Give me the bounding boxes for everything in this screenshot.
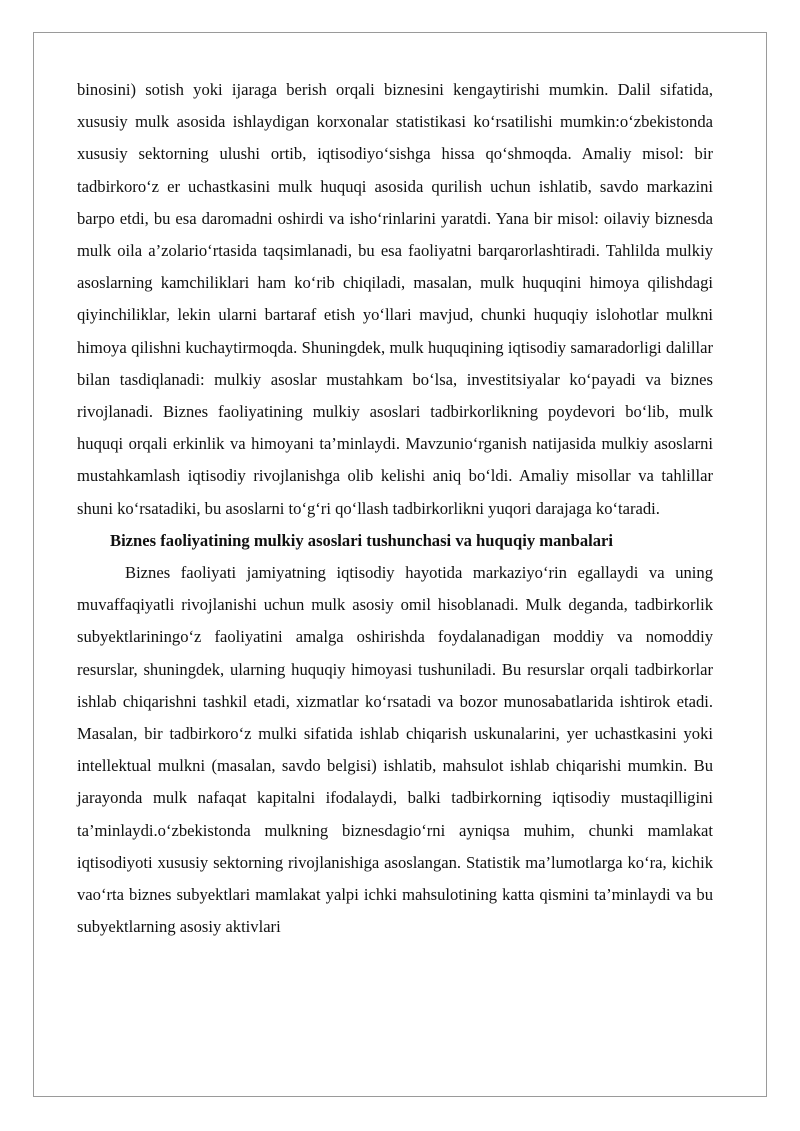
paragraph-continued: binosini) sotish yoki ijaraga berish orqali biznesini kengaytirishi mumkin. Dalil sifatida, xususiy mulk asosida ishlaydigan korxonalar statistikasi ko‘rsatilishi mumkin:o‘zbekistonda xususiy sektorning ulushi ortib, iqtisodiyo‘sishga hissa qo‘shmoqda. Amaliy misol: bir tadbirkoro‘z er uchastkasini mulk huquqi asosida qurilish uchun ishlatib, savdo markazini barpo etdi, bu esa daromadni oshirdi va isho‘rinlarini yaratdi. Yana bir misol: oilaviy biznesda mulk oila a’zolario‘rtasida taqsimlanadi, bu esa faoliyatni barqarorlashtiradi. Tahlilda mulkiy asoslarning kamchiliklari ham ko‘rib chiqiladi, masalan, mulk huquqini himoya qilishdagi qiyinchiliklar, lekin ularni bartaraf etish yo‘llari mavjud, chunki huquqiy islohotlar mulkni himoya qilishni kuchaytirmoqda. Shuningdek, mulk huquqining iqtisodiy samaradorligi dalillar bilan tasdiqlanadi: mulkiy asoslar mustahkam bo‘lsa, investitsiyalar ko‘payadi va biznes rivojlanadi. Biznes faoliyatining mulkiy asoslari tadbirkorlikning poydevori bo‘lib, mulk huquqi orqali erkinlik va himoyani ta’minlaydi. Mavzunio‘rganish natijasida mulkiy asoslarni mustahkamlash iqtisodiy rivojlanishga olib kelishi aniq bo‘ldi. Amaliy misollar va tahlillar shuni ko‘rsatadiki, bu asoslarni to‘g‘ri qo‘llash tadbirkorlikni yuqori darajaga ko‘taradi.	[77, 80, 713, 518]
section-heading: Biznes faoliyatining mulkiy asoslari tushunchasi va huquqiy manbalari	[110, 530, 614, 550]
document-body	[77, 74, 713, 943]
paragraph-body: Biznes faoliyati jamiyatning iqtisodiy hayotida markaziyo‘rin egallaydi va uning muvaffaqiyatli rivojlanishi uchun mulk asosiy omil hisoblanadi. Mulk deganda, tadbirkorlik subyektlariningo‘z faoliyatini amalga oshirishda foydalanadigan moddiy va nomoddiy resurslar, shuningdek, ularning huquqiy himoyasi tushuniladi. Bu resurslar orqali tadbirkorlar ishlab chiqarishni tashkil etadi, xizmatlar ko‘rsatadi va bozor munosabatlarida ishtirok etadi. Masalan, bir tadbirkoro‘z mulki sifatida ishlab chiqarish uskunalarini, yer uchastkasini yoki intellektual mulkni (masalan, savdo belgisi) ishlatib, mahsulot ishlab chiqarishi mumkin. Bu jarayonda mulk nafaqat kapitalni ifodalaydi, balki tadbirkorning iqtisodiy mustaqilligini ta’minlaydi.o‘zbekistonda mulkning biznesdagio‘rni ayniqsa muhim, chunki mamlakat iqtisodiyoti xususiy sektorning rivojlanishiga asoslangan. Statistik ma’lumotlarga ko‘ra, kichik vao‘rta biznes subyektlari mamlakat yalpi ichki mahsulotining katta qismini ta’minlaydi va bu subyektlarning asosiy aktivlari	[77, 563, 713, 937]
